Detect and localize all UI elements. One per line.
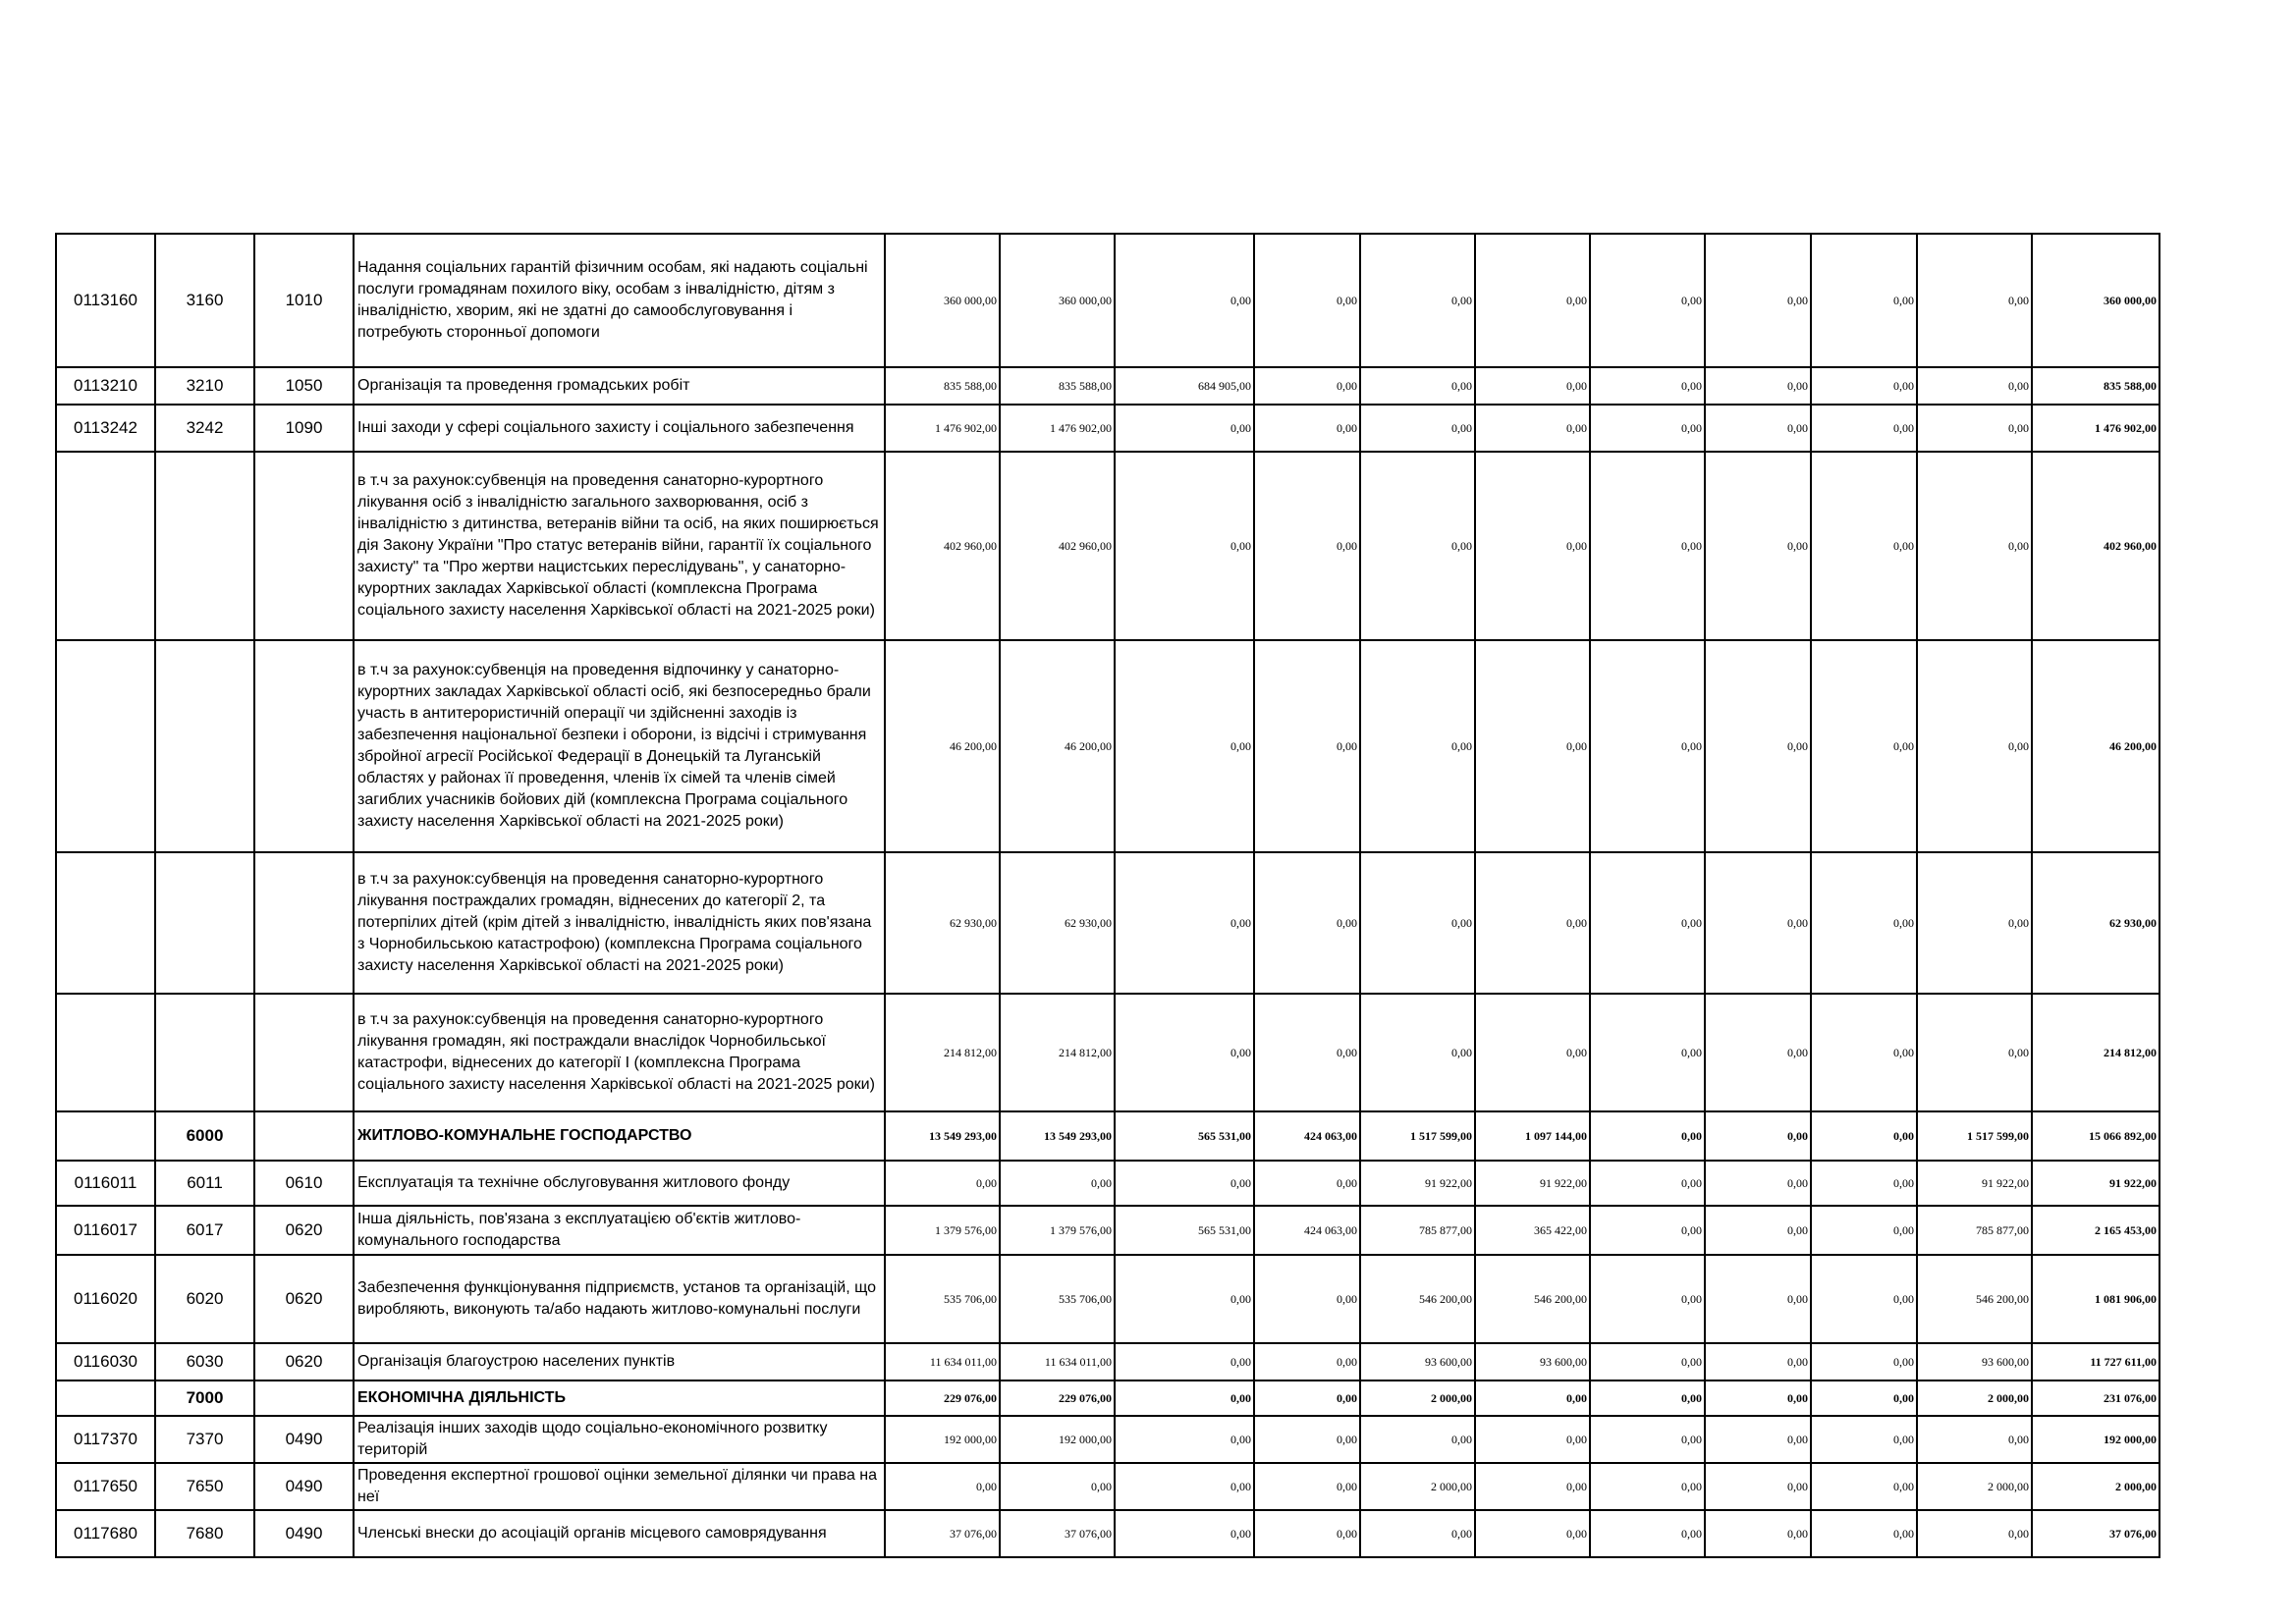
total-general-fund-cell: 11 634 011,00 (885, 1343, 1000, 1380)
table-row (56, 994, 2159, 1111)
grand-total-cell: 231 076,00 (2032, 1380, 2159, 1416)
special-utilities-cell: 0,00 (1705, 994, 1811, 1111)
name-cell: Проведення експертної грошової оцінки земельної ділянки чи права на неї (354, 1463, 885, 1510)
special-salary-cell: 0,00 (1590, 852, 1705, 994)
special-fund-total-cell: 546 200,00 (1360, 1255, 1475, 1343)
consumption-expenditure-cell: 46 200,00 (1000, 640, 1115, 852)
program-code-cell (56, 994, 155, 1111)
consumption-expenditure-cell: 535 706,00 (1000, 1255, 1115, 1343)
kfk-code-cell (155, 452, 254, 640)
name-cell: Забезпечення функціонування підприємств, установ та організацій, що виробляють, виконують та/або надають житлово-комунальні послуги (354, 1255, 885, 1343)
total-general-fund-cell: 402 960,00 (885, 452, 1000, 640)
kfk-code-cell: 6020 (155, 1255, 254, 1343)
consumption-expenditure-cell: 214 812,00 (1000, 994, 1115, 1111)
special-utilities-cell: 0,00 (1705, 1206, 1811, 1255)
special-utilities-cell: 0,00 (1705, 1510, 1811, 1557)
kfkv-code-cell: 0490 (254, 1510, 354, 1557)
name-cell: Членські внески до асоціацій органів місцевого самоврядування (354, 1510, 885, 1557)
development-budget-sub-cell: 0,00 (1811, 1343, 1917, 1380)
salary-cell: 565 531,00 (1115, 1206, 1254, 1255)
special-salary-cell: 0,00 (1590, 1380, 1705, 1416)
grand-total-cell: 192 000,00 (2032, 1416, 2159, 1463)
development-budget-cell: 0,00 (1917, 367, 2032, 405)
special-fund-total-cell: 0,00 (1360, 1510, 1475, 1557)
table-row (56, 405, 2159, 452)
development-budget-sub-cell: 0,00 (1811, 452, 1917, 640)
special-salary-cell: 0,00 (1590, 405, 1705, 452)
special-salary-cell: 0,00 (1590, 640, 1705, 852)
kfkv-code-cell: 0490 (254, 1463, 354, 1510)
kfk-code-cell: 7680 (155, 1510, 254, 1557)
section-row (56, 1111, 2159, 1161)
grand-total-cell: 46 200,00 (2032, 640, 2159, 852)
development-budget-sub-cell: 0,00 (1811, 1161, 1917, 1206)
kfkv-code-cell: 1010 (254, 234, 354, 367)
total-general-fund-cell: 229 076,00 (885, 1380, 1000, 1416)
salary-cell: 565 531,00 (1115, 1111, 1254, 1161)
special-utilities-cell: 0,00 (1705, 1463, 1811, 1510)
utilities-cell: 0,00 (1254, 1510, 1360, 1557)
utilities-cell: 0,00 (1254, 1463, 1360, 1510)
salary-cell: 0,00 (1115, 405, 1254, 452)
utilities-cell: 0,00 (1254, 234, 1360, 367)
kfkv-code-cell (254, 452, 354, 640)
table-row (56, 234, 2159, 367)
special-utilities-cell: 0,00 (1705, 640, 1811, 852)
name-cell: в т.ч за рахунок:субвенція на проведення відпочинку у санаторно-курортних закладах Харківської області осіб, які безпосередньо брали участь в антитерористичній операції чи здійсненні заходів із забезпечення національної безпеки і оборони, із відсічі і стримування збройної агресії Російської Федерації в Донецькій та Луганській областях у районах її проведення, членів їх сімей та членів сімей загиблих учасників бойових дій (комплексна Програма соціального захисту населення Харківської області на 2021-2025 роки) (354, 640, 885, 852)
development-budget-cell: 0,00 (1917, 640, 2032, 852)
salary-cell: 0,00 (1115, 1416, 1254, 1463)
name-cell: ЕКОНОМІЧНА ДІЯЛЬНІСТЬ (354, 1380, 885, 1416)
salary-cell: 0,00 (1115, 452, 1254, 640)
special-consumption-cell: 365 422,00 (1475, 1206, 1590, 1255)
special-salary-cell: 0,00 (1590, 234, 1705, 367)
grand-total-cell: 1 081 906,00 (2032, 1255, 2159, 1343)
kfk-code-cell: 6030 (155, 1343, 254, 1380)
table-row (56, 1255, 2159, 1343)
program-code-cell: 0117680 (56, 1510, 155, 1557)
program-code-cell (56, 452, 155, 640)
development-budget-sub-cell: 0,00 (1811, 1206, 1917, 1255)
special-consumption-cell: 91 922,00 (1475, 1161, 1590, 1206)
total-general-fund-cell: 13 549 293,00 (885, 1111, 1000, 1161)
kfkv-code-cell: 1090 (254, 405, 354, 452)
total-general-fund-cell: 214 812,00 (885, 994, 1000, 1111)
name-cell: в т.ч за рахунок:субвенція на проведення санаторно-курортного лікування постраждалих громадян, віднесених до категорії 2, та потерпілих дітей (крім дітей з інвалідністю, інвалідність яких пов'язана з Чорнобильською катастрофою) (комплексна Програма соціального захисту населення Харківської області на 2021-2025 роки) (354, 852, 885, 994)
grand-total-cell: 214 812,00 (2032, 994, 2159, 1111)
kfk-code-cell (155, 852, 254, 994)
grand-total-cell: 2 000,00 (2032, 1463, 2159, 1510)
grand-total-cell: 835 588,00 (2032, 367, 2159, 405)
kfk-code-cell: 7000 (155, 1380, 254, 1416)
program-code-cell: 0116017 (56, 1206, 155, 1255)
utilities-cell: 0,00 (1254, 405, 1360, 452)
special-fund-total-cell: 0,00 (1360, 234, 1475, 367)
table-row (56, 367, 2159, 405)
consumption-expenditure-cell: 0,00 (1000, 1161, 1115, 1206)
consumption-expenditure-cell: 0,00 (1000, 1463, 1115, 1510)
utilities-cell: 0,00 (1254, 367, 1360, 405)
salary-cell: 0,00 (1115, 1463, 1254, 1510)
kfk-code-cell: 3242 (155, 405, 254, 452)
utilities-cell: 0,00 (1254, 1343, 1360, 1380)
name-cell: ЖИТЛОВО-КОМУНАЛЬНЕ ГОСПОДАРСТВО (354, 1111, 885, 1161)
name-cell: Інша діяльність, пов'язана з експлуатацією об'єктів житлово-комунального господарства (354, 1206, 885, 1255)
salary-cell: 0,00 (1115, 994, 1254, 1111)
special-fund-total-cell: 0,00 (1360, 452, 1475, 640)
program-code-cell: 0116020 (56, 1255, 155, 1343)
kfkv-code-cell: 0610 (254, 1161, 354, 1206)
development-budget-sub-cell: 0,00 (1811, 1463, 1917, 1510)
utilities-cell: 0,00 (1254, 1380, 1360, 1416)
development-budget-cell: 2 000,00 (1917, 1463, 2032, 1510)
special-consumption-cell: 0,00 (1475, 405, 1590, 452)
utilities-cell: 0,00 (1254, 452, 1360, 640)
kfkv-code-cell: 0620 (254, 1343, 354, 1380)
kfk-code-cell (155, 640, 254, 852)
name-cell: Інші заходи у сфері соціального захисту і соціального забезпечення (354, 405, 885, 452)
name-cell: Надання соціальних гарантій фізичним особам, які надають соціальні послуги громадянам похилого віку, особам з інвалідністю, дітям з інвалідністю, хворим, які не здатні до самообслуговування і потребують сторонньої допомоги (354, 234, 885, 367)
special-fund-total-cell: 0,00 (1360, 367, 1475, 405)
special-utilities-cell: 0,00 (1705, 405, 1811, 452)
table-row (56, 640, 2159, 852)
development-budget-sub-cell: 0,00 (1811, 852, 1917, 994)
utilities-cell: 0,00 (1254, 852, 1360, 994)
consumption-expenditure-cell: 835 588,00 (1000, 367, 1115, 405)
grand-total-cell: 11 727 611,00 (2032, 1343, 2159, 1380)
utilities-cell: 0,00 (1254, 994, 1360, 1111)
total-general-fund-cell: 535 706,00 (885, 1255, 1000, 1343)
development-budget-cell: 1 517 599,00 (1917, 1111, 2032, 1161)
name-cell: в т.ч за рахунок:субвенція на проведення санаторно-курортного лікування громадян, які постраждали внаслідок Чорнобильської катастрофи, віднесених до категорії І (комплексна Програма соціального захисту населення Харківської області на 2021-2025 роки) (354, 994, 885, 1111)
development-budget-cell: 93 600,00 (1917, 1343, 2032, 1380)
special-consumption-cell: 0,00 (1475, 452, 1590, 640)
salary-cell: 0,00 (1115, 640, 1254, 852)
total-general-fund-cell: 0,00 (885, 1463, 1000, 1510)
special-salary-cell: 0,00 (1590, 1463, 1705, 1510)
special-salary-cell: 0,00 (1590, 367, 1705, 405)
table-row (56, 852, 2159, 994)
grand-total-cell: 15 066 892,00 (2032, 1111, 2159, 1161)
kfk-code-cell: 7370 (155, 1416, 254, 1463)
special-consumption-cell: 0,00 (1475, 1416, 1590, 1463)
program-code-cell: 0113210 (56, 367, 155, 405)
kfkv-code-cell: 1050 (254, 367, 354, 405)
special-salary-cell: 0,00 (1590, 1161, 1705, 1206)
kfk-code-cell (155, 994, 254, 1111)
development-budget-sub-cell: 0,00 (1811, 1416, 1917, 1463)
consumption-expenditure-cell: 402 960,00 (1000, 452, 1115, 640)
special-consumption-cell: 0,00 (1475, 852, 1590, 994)
name-cell: Організація благоустрою населених пунктів (354, 1343, 885, 1380)
total-general-fund-cell: 0,00 (885, 1161, 1000, 1206)
special-fund-total-cell: 2 000,00 (1360, 1380, 1475, 1416)
special-salary-cell: 0,00 (1590, 452, 1705, 640)
kfkv-code-cell (254, 852, 354, 994)
special-utilities-cell: 0,00 (1705, 1161, 1811, 1206)
kfkv-code-cell (254, 1380, 354, 1416)
total-general-fund-cell: 62 930,00 (885, 852, 1000, 994)
special-consumption-cell: 0,00 (1475, 234, 1590, 367)
development-budget-cell: 0,00 (1917, 234, 2032, 367)
name-cell: Організація та проведення громадських робіт (354, 367, 885, 405)
special-utilities-cell: 0,00 (1705, 852, 1811, 994)
special-consumption-cell: 0,00 (1475, 1463, 1590, 1510)
salary-cell: 684 905,00 (1115, 367, 1254, 405)
special-consumption-cell: 0,00 (1475, 1510, 1590, 1557)
consumption-expenditure-cell: 1 379 576,00 (1000, 1206, 1115, 1255)
development-budget-cell: 0,00 (1917, 1510, 2032, 1557)
consumption-expenditure-cell: 192 000,00 (1000, 1416, 1115, 1463)
kfk-code-cell: 6000 (155, 1111, 254, 1161)
special-salary-cell: 0,00 (1590, 1255, 1705, 1343)
special-utilities-cell: 0,00 (1705, 452, 1811, 640)
program-code-cell (56, 640, 155, 852)
budget-table (55, 233, 2160, 1558)
consumption-expenditure-cell: 229 076,00 (1000, 1380, 1115, 1416)
special-salary-cell: 0,00 (1590, 1111, 1705, 1161)
special-fund-total-cell: 785 877,00 (1360, 1206, 1475, 1255)
utilities-cell: 0,00 (1254, 1255, 1360, 1343)
special-fund-total-cell: 0,00 (1360, 852, 1475, 994)
special-fund-total-cell: 1 517 599,00 (1360, 1111, 1475, 1161)
special-utilities-cell: 0,00 (1705, 1343, 1811, 1380)
consumption-expenditure-cell: 11 634 011,00 (1000, 1343, 1115, 1380)
program-code-cell: 0117370 (56, 1416, 155, 1463)
special-utilities-cell: 0,00 (1705, 1255, 1811, 1343)
salary-cell: 0,00 (1115, 1510, 1254, 1557)
kfkv-code-cell (254, 640, 354, 852)
development-budget-cell: 91 922,00 (1917, 1161, 2032, 1206)
table-row (56, 1463, 2159, 1510)
special-consumption-cell: 0,00 (1475, 640, 1590, 852)
grand-total-cell: 62 930,00 (2032, 852, 2159, 994)
development-budget-sub-cell: 0,00 (1811, 1255, 1917, 1343)
kfk-code-cell: 3160 (155, 234, 254, 367)
utilities-cell: 0,00 (1254, 640, 1360, 852)
special-fund-total-cell: 0,00 (1360, 640, 1475, 852)
utilities-cell: 0,00 (1254, 1416, 1360, 1463)
special-fund-total-cell: 91 922,00 (1360, 1161, 1475, 1206)
salary-cell: 0,00 (1115, 1161, 1254, 1206)
name-cell: Експлуатація та технічне обслуговування житлового фонду (354, 1161, 885, 1206)
special-consumption-cell: 1 097 144,00 (1475, 1111, 1590, 1161)
table-row (56, 1161, 2159, 1206)
development-budget-sub-cell: 0,00 (1811, 405, 1917, 452)
special-consumption-cell: 0,00 (1475, 994, 1590, 1111)
program-code-cell (56, 852, 155, 994)
total-general-fund-cell: 835 588,00 (885, 367, 1000, 405)
table-row (56, 1510, 2159, 1557)
development-budget-cell: 0,00 (1917, 405, 2032, 452)
total-general-fund-cell: 360 000,00 (885, 234, 1000, 367)
program-code-cell: 0113160 (56, 234, 155, 367)
kfk-code-cell: 6017 (155, 1206, 254, 1255)
kfkv-code-cell (254, 994, 354, 1111)
section-row (56, 1380, 2159, 1416)
special-utilities-cell: 0,00 (1705, 1416, 1811, 1463)
kfkv-code-cell: 0490 (254, 1416, 354, 1463)
kfkv-code-cell: 0620 (254, 1255, 354, 1343)
program-code-cell: 0117650 (56, 1463, 155, 1510)
development-budget-cell: 0,00 (1917, 1416, 2032, 1463)
kfk-code-cell: 3210 (155, 367, 254, 405)
salary-cell: 0,00 (1115, 1255, 1254, 1343)
consumption-expenditure-cell: 13 549 293,00 (1000, 1111, 1115, 1161)
consumption-expenditure-cell: 360 000,00 (1000, 234, 1115, 367)
program-code-cell: 0113242 (56, 405, 155, 452)
development-budget-sub-cell: 0,00 (1811, 234, 1917, 367)
kfk-code-cell: 6011 (155, 1161, 254, 1206)
special-fund-total-cell: 0,00 (1360, 994, 1475, 1111)
special-consumption-cell: 93 600,00 (1475, 1343, 1590, 1380)
table-row (56, 1343, 2159, 1380)
table-row (56, 1416, 2159, 1463)
grand-total-cell: 360 000,00 (2032, 234, 2159, 367)
special-consumption-cell: 546 200,00 (1475, 1255, 1590, 1343)
grand-total-cell: 37 076,00 (2032, 1510, 2159, 1557)
salary-cell: 0,00 (1115, 1343, 1254, 1380)
program-code-cell: 0116011 (56, 1161, 155, 1206)
development-budget-cell: 546 200,00 (1917, 1255, 2032, 1343)
special-salary-cell: 0,00 (1590, 994, 1705, 1111)
kfk-code-cell: 7650 (155, 1463, 254, 1510)
name-cell: Реалізація інших заходів щодо соціально-економічного розвитку територій (354, 1416, 885, 1463)
kfkv-code-cell (254, 1111, 354, 1161)
development-budget-sub-cell: 0,00 (1811, 640, 1917, 852)
special-salary-cell: 0,00 (1590, 1416, 1705, 1463)
kfkv-code-cell: 0620 (254, 1206, 354, 1255)
special-utilities-cell: 0,00 (1705, 1111, 1811, 1161)
special-salary-cell: 0,00 (1590, 1206, 1705, 1255)
development-budget-sub-cell: 0,00 (1811, 367, 1917, 405)
table-row (56, 452, 2159, 640)
special-salary-cell: 0,00 (1590, 1343, 1705, 1380)
salary-cell: 0,00 (1115, 1380, 1254, 1416)
development-budget-sub-cell: 0,00 (1811, 1510, 1917, 1557)
utilities-cell: 424 063,00 (1254, 1206, 1360, 1255)
special-fund-total-cell: 0,00 (1360, 1416, 1475, 1463)
special-consumption-cell: 0,00 (1475, 1380, 1590, 1416)
utilities-cell: 424 063,00 (1254, 1111, 1360, 1161)
name-cell: в т.ч за рахунок:субвенція на проведення санаторно-курортного лікування осіб з інвалідністю загального захворювання, осіб з інвалідністю з дитинства, ветеранів війни та осіб, на яких поширюється дія Закону України "Про статус ветеранів війни, гарантії їх соціального захисту" та "Про жертви нацистських переслідувань", у санаторно-курортних закладах Харківської області (комплексна Програма соціального захисту населення Харківської області на 2021-2025 роки) (354, 452, 885, 640)
development-budget-sub-cell: 0,00 (1811, 1380, 1917, 1416)
utilities-cell: 0,00 (1254, 1161, 1360, 1206)
special-consumption-cell: 0,00 (1475, 367, 1590, 405)
table-body (56, 234, 2159, 1557)
salary-cell: 0,00 (1115, 852, 1254, 994)
program-code-cell (56, 1111, 155, 1161)
development-budget-cell: 2 000,00 (1917, 1380, 2032, 1416)
grand-total-cell: 91 922,00 (2032, 1161, 2159, 1206)
special-salary-cell: 0,00 (1590, 1510, 1705, 1557)
special-utilities-cell: 0,00 (1705, 367, 1811, 405)
development-budget-cell: 0,00 (1917, 994, 2032, 1111)
development-budget-cell: 0,00 (1917, 852, 2032, 994)
development-budget-sub-cell: 0,00 (1811, 994, 1917, 1111)
grand-total-cell: 402 960,00 (2032, 452, 2159, 640)
total-general-fund-cell: 46 200,00 (885, 640, 1000, 852)
program-code-cell: 0116030 (56, 1343, 155, 1380)
special-fund-total-cell: 93 600,00 (1360, 1343, 1475, 1380)
grand-total-cell: 2 165 453,00 (2032, 1206, 2159, 1255)
consumption-expenditure-cell: 37 076,00 (1000, 1510, 1115, 1557)
total-general-fund-cell: 37 076,00 (885, 1510, 1000, 1557)
development-budget-cell: 0,00 (1917, 452, 2032, 640)
development-budget-cell: 785 877,00 (1917, 1206, 2032, 1255)
special-utilities-cell: 0,00 (1705, 234, 1811, 367)
consumption-expenditure-cell: 1 476 902,00 (1000, 405, 1115, 452)
development-budget-sub-cell: 0,00 (1811, 1111, 1917, 1161)
program-code-cell (56, 1380, 155, 1416)
total-general-fund-cell: 1 476 902,00 (885, 405, 1000, 452)
consumption-expenditure-cell: 62 930,00 (1000, 852, 1115, 994)
special-fund-total-cell: 0,00 (1360, 405, 1475, 452)
special-utilities-cell: 0,00 (1705, 1380, 1811, 1416)
total-general-fund-cell: 1 379 576,00 (885, 1206, 1000, 1255)
grand-total-cell: 1 476 902,00 (2032, 405, 2159, 452)
total-general-fund-cell: 192 000,00 (885, 1416, 1000, 1463)
special-fund-total-cell: 2 000,00 (1360, 1463, 1475, 1510)
table-row (56, 1206, 2159, 1255)
salary-cell: 0,00 (1115, 234, 1254, 367)
